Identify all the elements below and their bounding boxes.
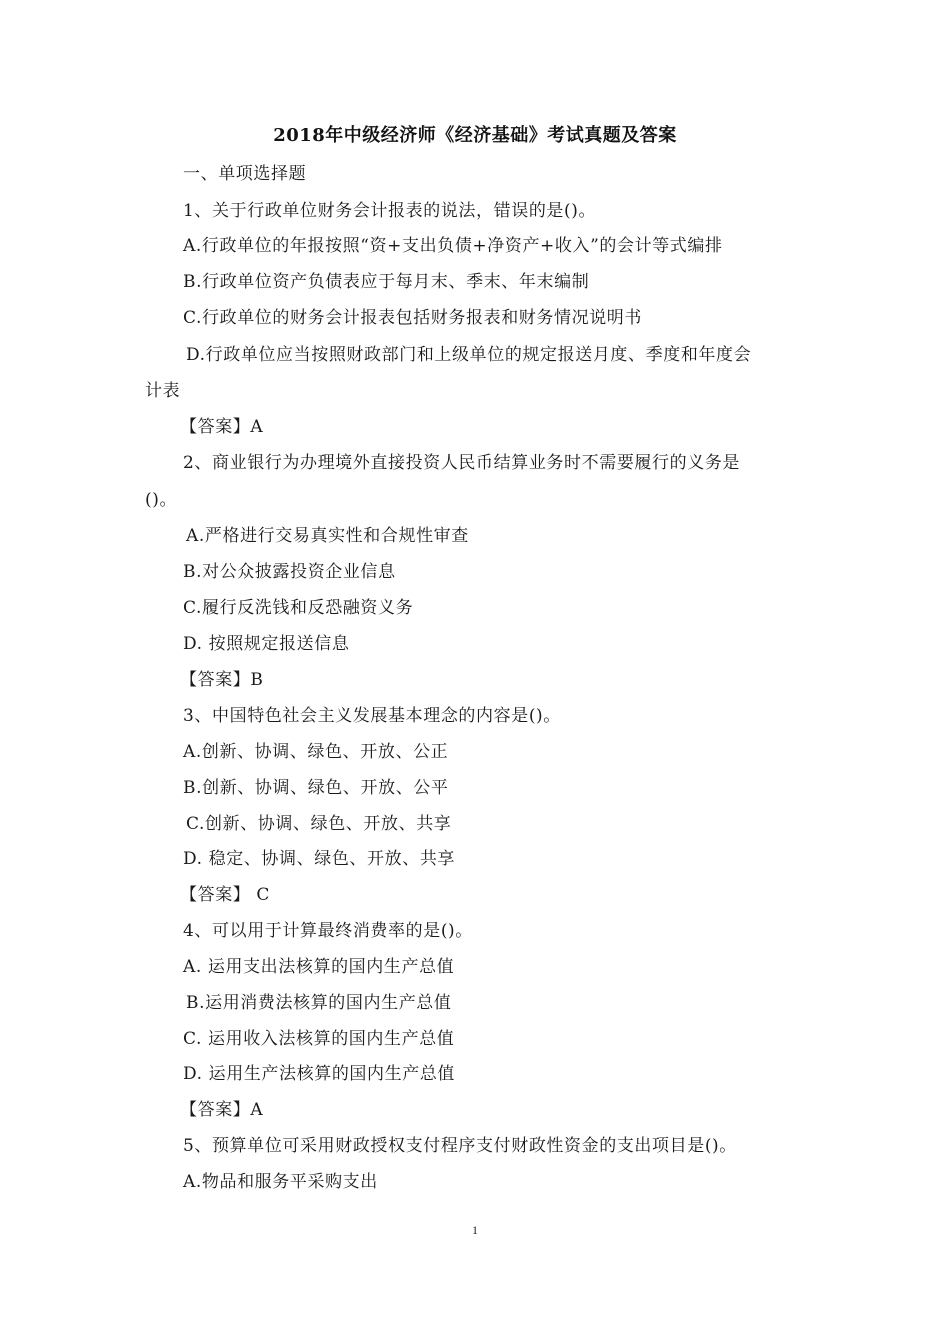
question-1-option-c: C.行政单位的财务会计报表包括财务报表和财务情况说明书 (183, 308, 643, 328)
question-2-answer: 【答案】B (180, 670, 264, 690)
question-5-option-a: A.物品和服务平采购支出 (183, 1172, 378, 1192)
question-1-stem: 1、关于行政单位财务会计报表的说法，错误的是()。 (183, 201, 597, 221)
question-3-option-d: D. 稳定、协调、绿色、开放、共享 (183, 849, 456, 869)
question-2-stem-cont: ()。 (145, 490, 178, 510)
question-3-stem: 3、中国特色社会主义发展基本理念的内容是()。 (183, 706, 561, 726)
question-2-option-d: D. 按照规定报送信息 (183, 634, 350, 654)
question-4-option-c: C. 运用收入法核算的国内生产总值 (183, 1029, 455, 1049)
question-3-option-c: C.创新、协调、绿色、开放、共享 (186, 814, 452, 834)
question-1-option-b: B.行政单位资产负债表应于每月末、季末、年末编制 (183, 272, 590, 292)
question-4-stem: 4、可以用于计算最终消费率的是()。 (183, 921, 473, 941)
question-4-option-d: D. 运用生产法核算的国内生产总值 (183, 1064, 456, 1084)
page-number: 1 (472, 1223, 478, 1237)
question-3-answer: 【答案】 C (180, 885, 271, 905)
question-4-option-a: A. 运用支出法核算的国内生产总值 (183, 957, 455, 977)
question-1-option-d: D.行政单位应当按照财政部门和上级单位的规定报送月度、季度和年度会 (186, 345, 752, 365)
question-5-stem: 5、预算单位可采用财政授权支付程序支付财政性资金的支出项目是()。 (183, 1136, 737, 1156)
document-title: 2018年中级经济师《经济基础》考试真题及答案 (273, 125, 677, 146)
question-2-option-b: B.对公众披露投资企业信息 (183, 562, 396, 582)
question-3-option-b: B.创新、协调、绿色、开放、公平 (183, 778, 449, 798)
question-1-answer: 【答案】A (180, 417, 264, 437)
question-2-option-a: A.严格进行交易真实性和合规性审查 (186, 526, 469, 546)
question-1-option-d-cont: 计表 (145, 381, 181, 401)
section-heading: 一、单项选择题 (183, 164, 307, 184)
question-4-answer: 【答案】A (180, 1100, 264, 1120)
question-2-stem: 2、商业银行为办理境外直接投资人民币结算业务时不需要履行的义务是 (183, 453, 741, 473)
question-2-option-c: C.履行反洗钱和反恐融资义务 (183, 598, 414, 618)
question-4-option-b: B.运用消费法核算的国内生产总值 (186, 993, 452, 1013)
question-3-option-a: A.创新、协调、绿色、开放、公正 (183, 742, 449, 762)
question-1-option-a: A.行政单位的年报按照“资+支出负债+净资产+收入”的会计等式编排 (183, 236, 723, 256)
